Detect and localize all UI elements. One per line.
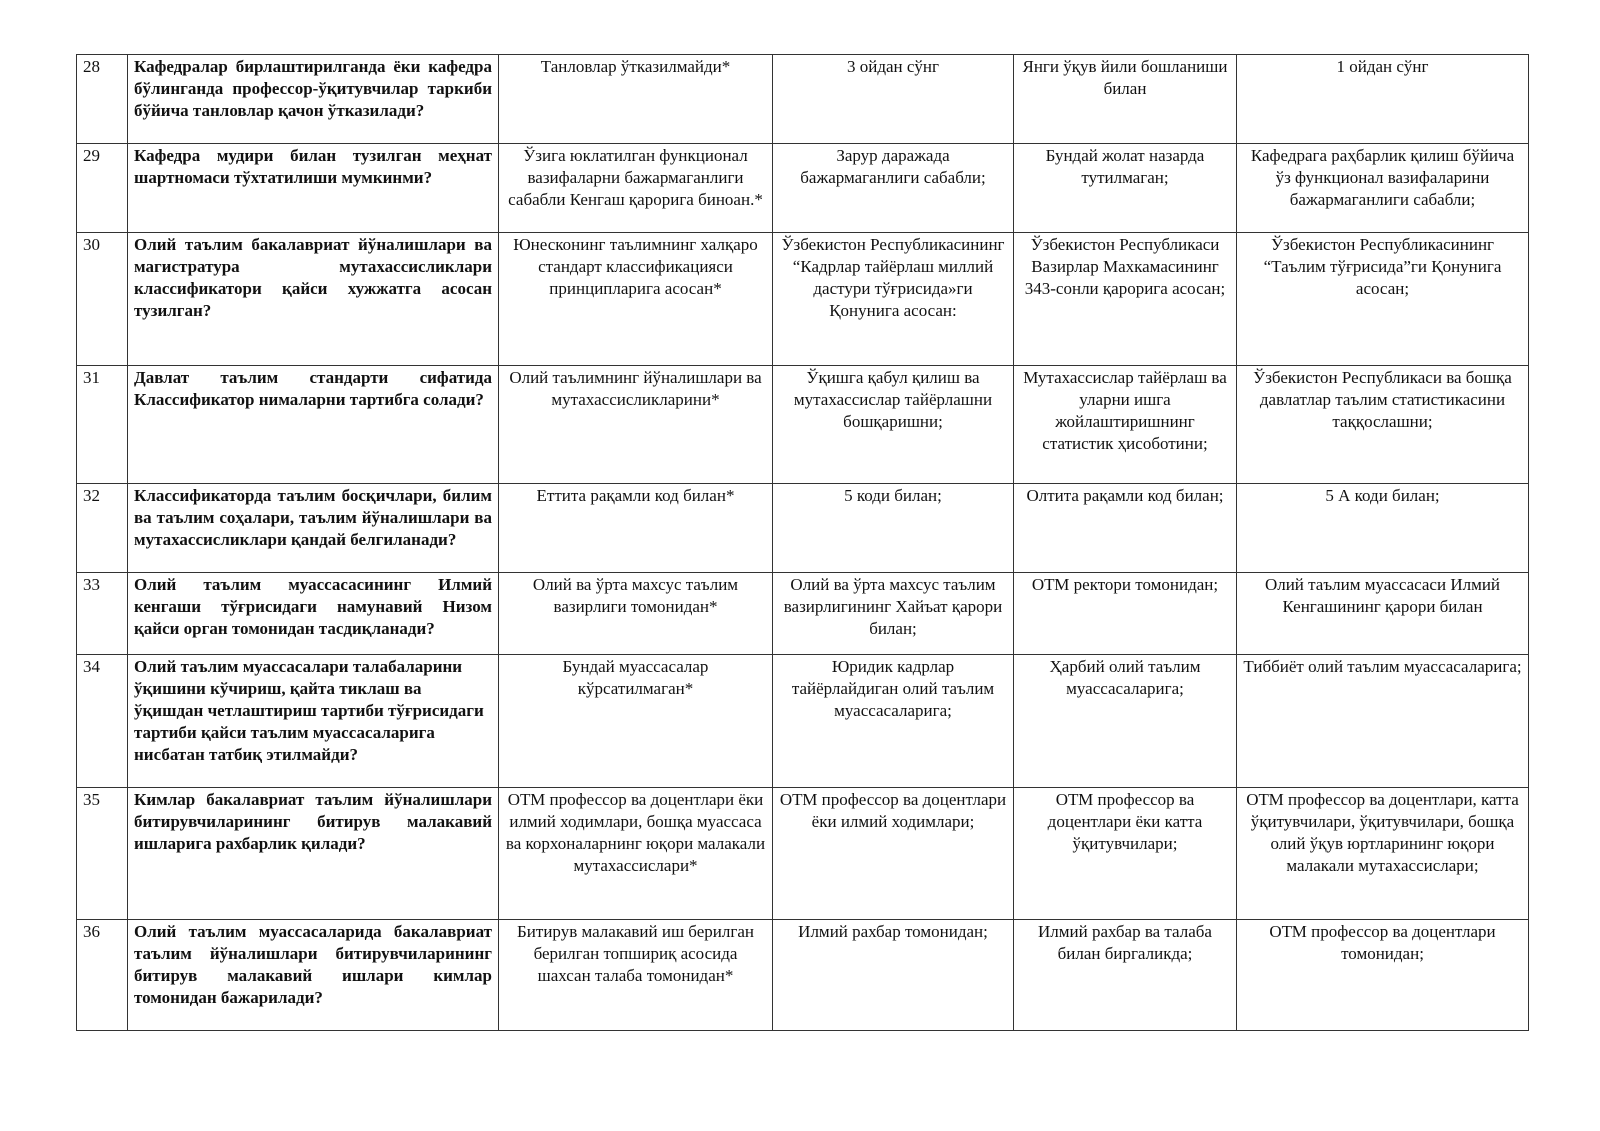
answer-option-3: Илмий рахбар ва талаба билан биргаликда; bbox=[1014, 920, 1237, 1031]
answer-correct: ОТМ профессор ва доцентлари ёки илмий ходимлари, бошқа муассаса ва корхоналарнинг юқори малакали мутахассислари* bbox=[499, 788, 773, 920]
answer-correct: Бундай муассасалар кўрсатилмаган* bbox=[499, 655, 773, 788]
question-text: Кимлар бакалавриат таълим йўналишлари битирувчиларининг битирув малакавий ишларига рахбарлик қилади? bbox=[128, 788, 499, 920]
question-number: 31 bbox=[77, 366, 128, 484]
question-number: 34 bbox=[77, 655, 128, 788]
answer-option-4: Ўзбекистон Республикаси ва бошқа давлатлар таълим статистикасини таққослашни; bbox=[1237, 366, 1529, 484]
answer-correct: Олий ва ўрта махсус таълим вазирлиги томонидан* bbox=[499, 573, 773, 655]
question-number: 30 bbox=[77, 233, 128, 366]
answer-option-2: Олий ва ўрта махсус таълим вазирлигининг Хайъат қарори билан; bbox=[773, 573, 1014, 655]
question-text: Олий таълим муассасасининг Илмий кенгаши тўғрисидаги намунавий Низом қайси орган томонидан тасдиқланади? bbox=[128, 573, 499, 655]
answer-option-2: Зарур даражада бажармаганлиги сабабли; bbox=[773, 144, 1014, 233]
question-number: 33 bbox=[77, 573, 128, 655]
table-row bbox=[77, 655, 1529, 788]
answer-option-2: ОТМ профессор ва доцентлари ёки илмий ходимлари; bbox=[773, 788, 1014, 920]
question-text: Олий таълим муассасалари талабаларини ўқишини кўчириш, қайта тиклаш ва ўқишдан четлаштириш тартиби тўғрисидаги тартиби қайси таълим муассасаларига нисбатан татбиқ этилмайди? bbox=[128, 655, 499, 788]
questions-table bbox=[76, 54, 1529, 1031]
answer-option-3: Мутахассислар тайёрлаш ва уларни ишга жойлаштиришнинг статистик ҳисоботини; bbox=[1014, 366, 1237, 484]
question-text: Классификаторда таълим босқичлари, билим ва таълим соҳалари, таълим йўналишлари ва мутахассисликлари қандай белгиланади? bbox=[128, 484, 499, 573]
answer-option-3: Ўзбекистон Республикаси Вазирлар Махкамасининг 343-сонли қарорига асосан; bbox=[1014, 233, 1237, 366]
table-row bbox=[77, 144, 1529, 233]
table-row bbox=[77, 233, 1529, 366]
question-text: Кафедра мудири билан тузилган меҳнат шартномаси тўхтатилиши мумкинми? bbox=[128, 144, 499, 233]
answer-option-2: Юридик кадрлар тайёрлайдиган олий таълим муассасаларига; bbox=[773, 655, 1014, 788]
question-number: 29 bbox=[77, 144, 128, 233]
table-row bbox=[77, 573, 1529, 655]
question-text: Давлат таълим стандарти сифатида Классификатор нималарни тартибга солади? bbox=[128, 366, 499, 484]
answer-option-3: Янги ўқув йили бошланиши билан bbox=[1014, 55, 1237, 144]
answer-option-4: ОТМ профессор ва доцентлари томонидан; bbox=[1237, 920, 1529, 1031]
answer-option-3: Ҳарбий олий таълим муассасаларига; bbox=[1014, 655, 1237, 788]
answer-correct: Олий таълимнинг йўналишлари ва мутахассисликларини* bbox=[499, 366, 773, 484]
answer-option-4: Кафедрага раҳбарлик қилиш бўйича ўз функционал вазифаларини бажармаганлиги сабабли; bbox=[1237, 144, 1529, 233]
answer-correct: Битирув малакавий иш берилган берилган топшириқ асосида шахсан талаба томонидан* bbox=[499, 920, 773, 1031]
answer-option-2: Ўзбекистон Республикасининг “Кадрлар тайёрлаш миллий дастури тўғрисида»ги Қонунига асосан: bbox=[773, 233, 1014, 366]
answer-correct: Юнесконинг таълимнинг халқаро стандарт классификацияси принципларига асосан* bbox=[499, 233, 773, 366]
answer-option-3: ОТМ ректори томонидан; bbox=[1014, 573, 1237, 655]
answer-option-4: ОТМ профессор ва доцентлари, катта ўқитувчилари, ўқитувчилари, бошқа олий ўқув юртларининг юқори малакали мутахассислари; bbox=[1237, 788, 1529, 920]
question-text: Кафедралар бирлаштирилганда ёки кафедра бўлинганда профессор-ўқитувчилар таркиби бўйича танловлар қачон ўтказилади? bbox=[128, 55, 499, 144]
answer-correct: Ўзига юклатилган функционал вазифаларни бажармаганлиги сабабли Кенгаш қарорига биноан.* bbox=[499, 144, 773, 233]
answer-option-4: 1 ойдан сўнг bbox=[1237, 55, 1529, 144]
answer-option-3: Бундай жолат назарда тутилмаган; bbox=[1014, 144, 1237, 233]
question-number: 32 bbox=[77, 484, 128, 573]
answer-option-4: Ўзбекистон Республикасининг “Таълим тўғрисида”ги Қонунига асосан; bbox=[1237, 233, 1529, 366]
answer-option-3: ОТМ профессор ва доцентлари ёки катта ўқитувчилари; bbox=[1014, 788, 1237, 920]
answer-option-2: Ўқишга қабул қилиш ва мутахассислар тайёрлашни бошқаришни; bbox=[773, 366, 1014, 484]
table-row bbox=[77, 366, 1529, 484]
answer-correct: Танловлар ўтказилмайди* bbox=[499, 55, 773, 144]
table-row bbox=[77, 484, 1529, 573]
question-number: 28 bbox=[77, 55, 128, 144]
question-number: 36 bbox=[77, 920, 128, 1031]
table-row bbox=[77, 788, 1529, 920]
question-text: Олий таълим бакалавриат йўналишлари ва магистратура мутахассисликлари классификатори қайси хужжатга асосан тузилган? bbox=[128, 233, 499, 366]
answer-option-4: 5 А коди билан; bbox=[1237, 484, 1529, 573]
question-number: 35 bbox=[77, 788, 128, 920]
answer-option-4: Тиббиёт олий таълим муассасаларига; bbox=[1237, 655, 1529, 788]
table-row bbox=[77, 920, 1529, 1031]
table-row bbox=[77, 55, 1529, 144]
answer-option-2: Илмий рахбар томонидан; bbox=[773, 920, 1014, 1031]
answer-option-4: Олий таълим муассасаси Илмий Кенгашининг қарори билан bbox=[1237, 573, 1529, 655]
answer-correct: Еттита рақамли код билан* bbox=[499, 484, 773, 573]
answer-option-3: Олтита рақамли код билан; bbox=[1014, 484, 1237, 573]
answer-option-2: 5 коди билан; bbox=[773, 484, 1014, 573]
answer-option-2: 3 ойдан сўнг bbox=[773, 55, 1014, 144]
question-text: Олий таълим муассасаларида бакалавриат таълим йўналишлари битирувчиларининг битирув малакавий ишлари кимлар томонидан бажарилади? bbox=[128, 920, 499, 1031]
